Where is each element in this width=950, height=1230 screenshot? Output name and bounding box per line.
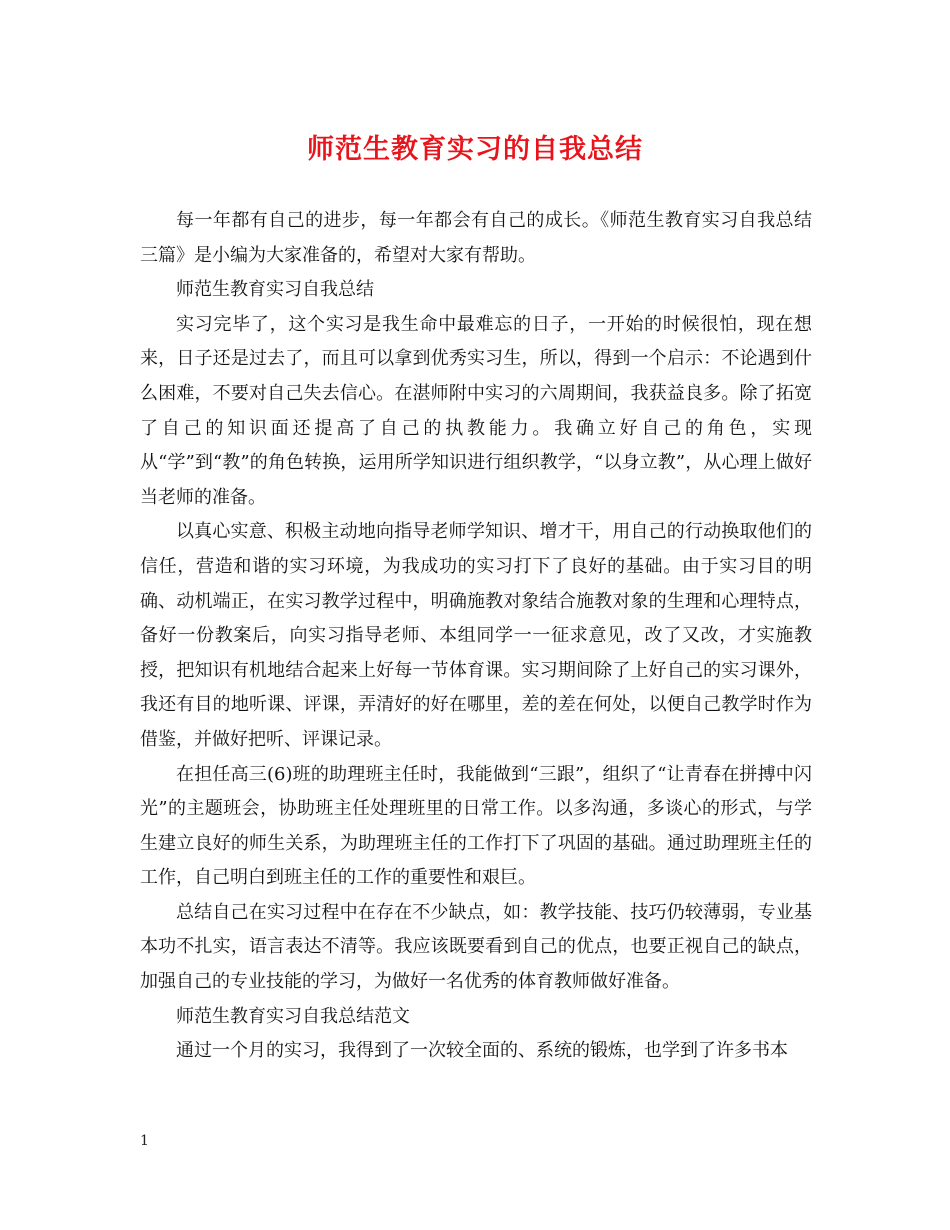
body-paragraph: 实习完毕了，这个实习是我生命中最难忘的日子，一开始的时候很怕，现在想来，日子还是过去了，而且可以拿到优秀实习生，所以，得到一个启示：不论遇到什么困难，不要对自己失去信心。在湛师附中实习的六周期间，我获益良多。除了拓宽了自己的知识面还提高了自己的执教能力。我确立好自己的角色，实现从“学”到“教”的角色转换，运用所学知识进行组织教学，“以身立教”，从心理上做好当老师的准备。 — [140, 313, 812, 508]
page-number: 1 — [140, 1133, 149, 1149]
intro-paragraph: 每一年都有自己的进步，每一年都会有自己的成长。《师范生教育实习自我总结三篇》是小编为大家准备的，希望对大家有帮助。 — [140, 210, 812, 266]
document-title: 师范生教育实习的自我总结 — [307, 134, 643, 165]
section-heading: 师范生教育实习自我总结 — [176, 279, 374, 301]
body-paragraph: 在担任高三(6)班的助理班主任时，我能做到“三跟”，组织了“让青春在拼搏中闪光”的主题班会，协助班主任处理班里的日常工作。以多沟通，多谈心的形式，与学生建立良好的师生关系，为助理班主任的工作打下了巩固的基础。通过助理班主任的工作，自己明白到班主任的工作的重要性和艰巨。 — [140, 763, 812, 889]
body-paragraph: 以真心实意、积极主动地向指导老师学知识、增才干，用自己的行动换取他们的信任，营造和谐的实习环境，为我成功的实习打下了良好的基础。由于实习目的明确、动机端正，在实习教学过程中，明确施教对象结合施教对象的生理和心理特点，备好一份教案后，向实习指导老师、本组同学一一征求意见，改了又改，才实施教授，把知识有机地结合起来上好每一节体育课。实习期间除了上好自己的实习课外，我还有目的地听课、评课，弄清好的好在哪里，差的差在何处，以便自己教学时作为借鉴，并做好把听、评课记录。 — [140, 521, 812, 750]
section-heading: 师范生教育实习自我总结范文 — [176, 1005, 410, 1027]
document-body — [140, 204, 812, 1069]
body-paragraph: 通过一个月的实习，我得到了一次较全面的、系统的锻炼，也学到了许多书本 — [176, 1040, 788, 1062]
body-paragraph: 总结自己在实习过程中在存在不少缺点，如：教学技能、技巧仍较薄弱，专业基本功不扎实，语言表达不清等。我应该既要看到自己的优点，也要正视自己的缺点，加强自己的专业技能的学习，为做好一名优秀的体育教师做好准备。 — [140, 901, 812, 993]
